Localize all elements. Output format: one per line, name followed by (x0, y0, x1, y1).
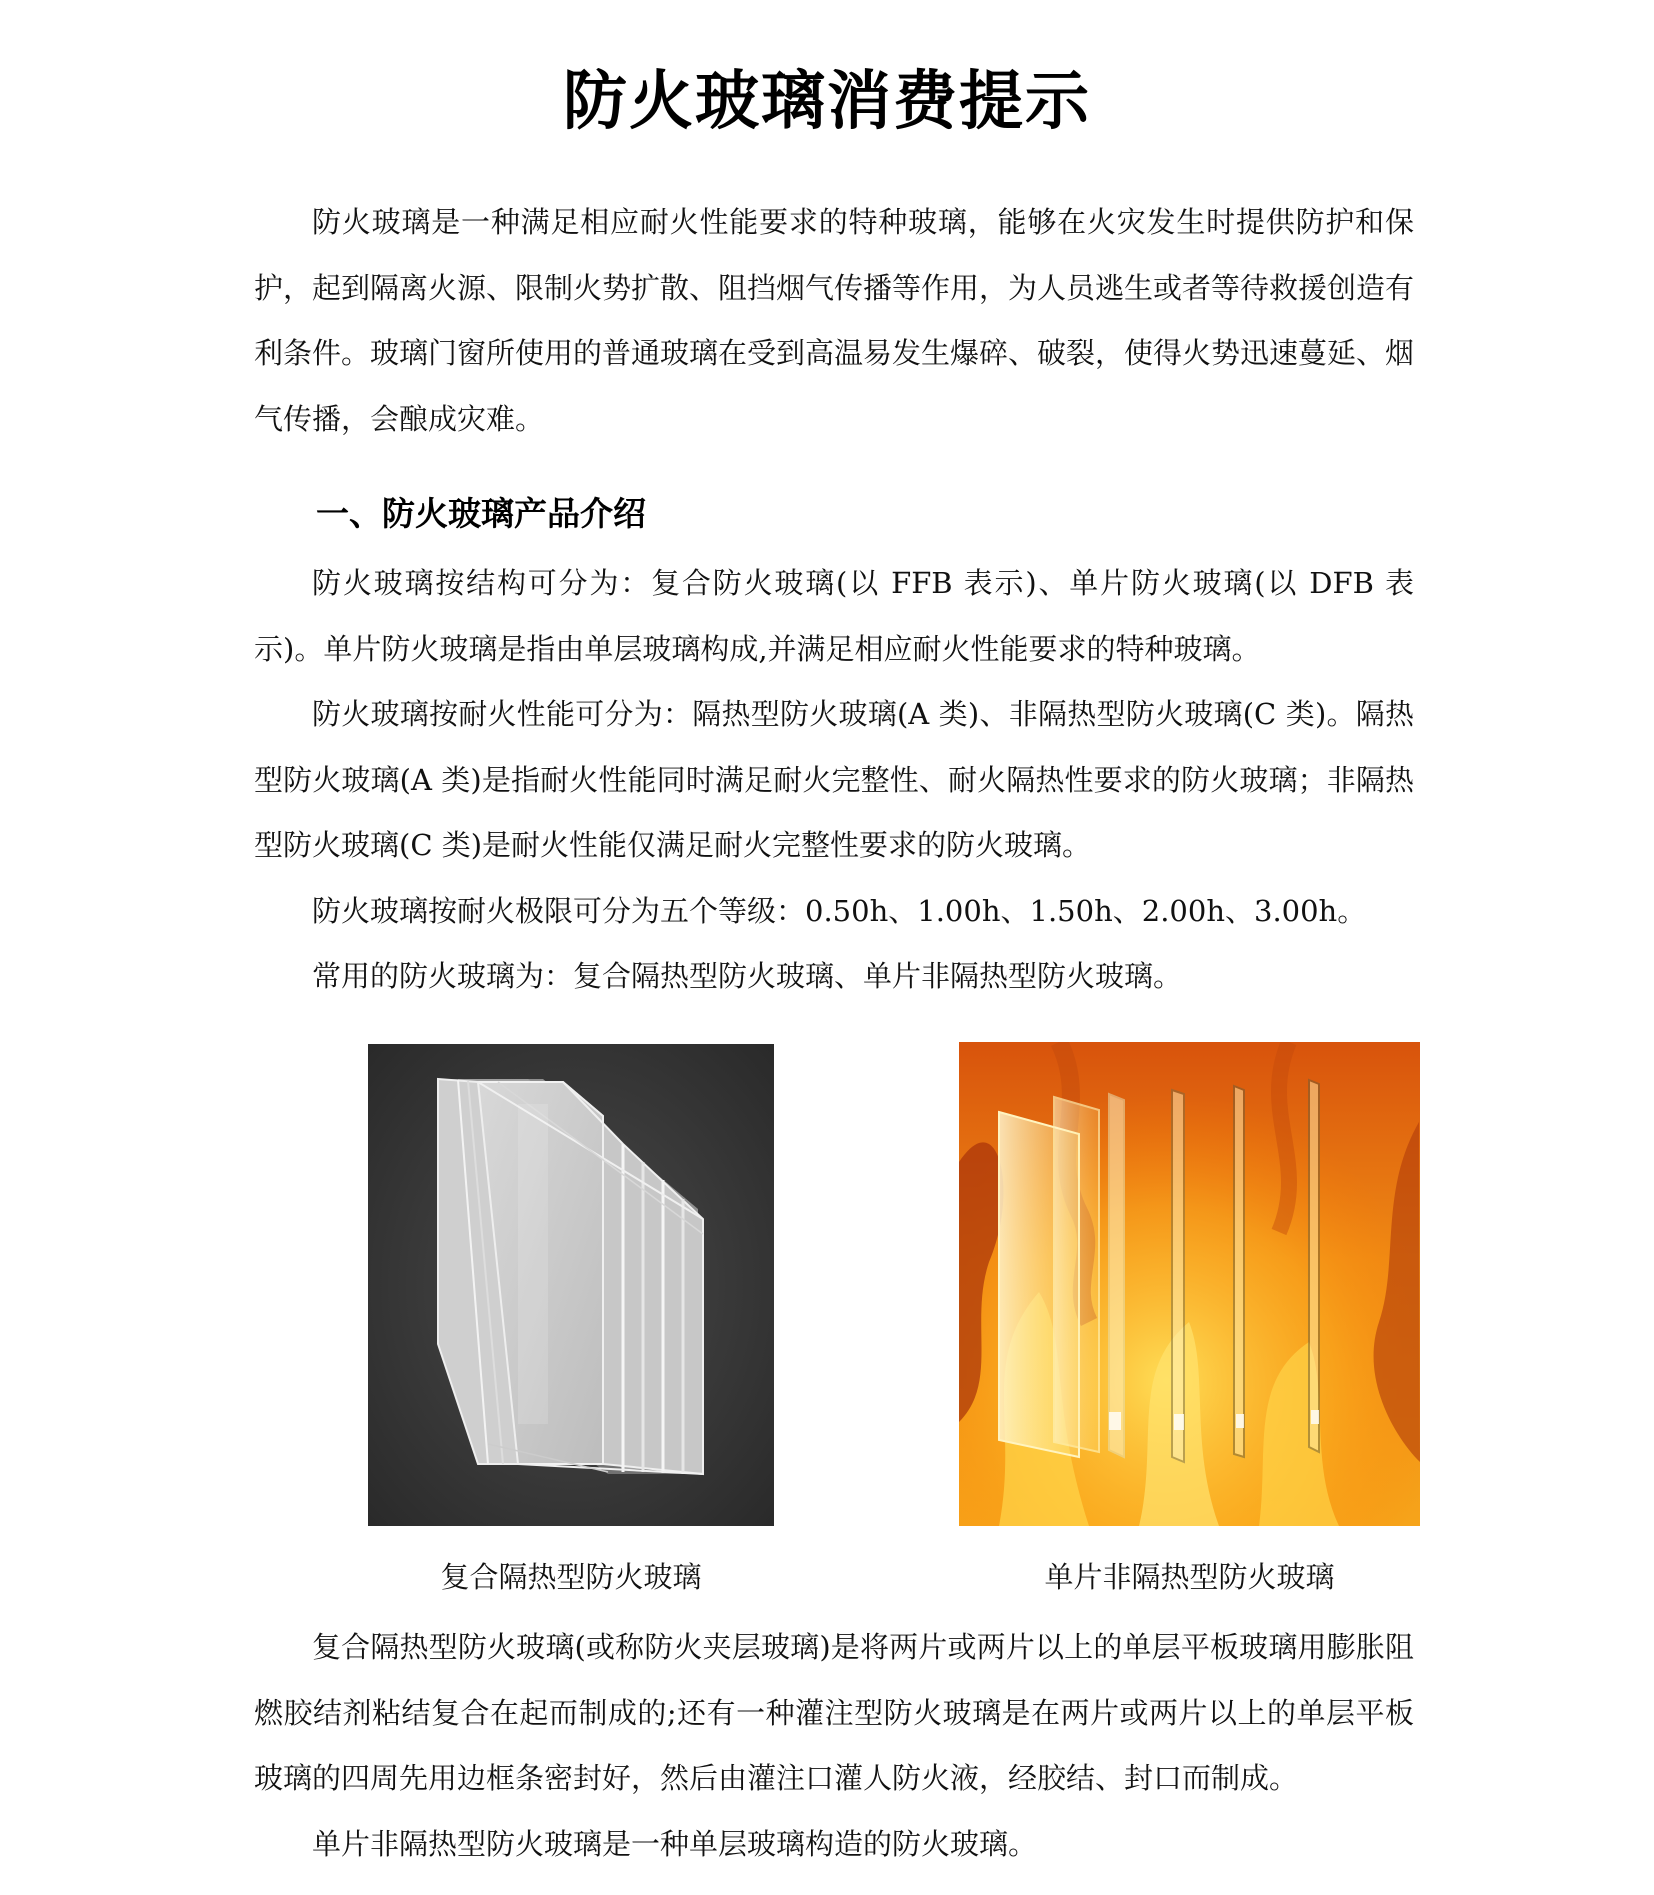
structure-paragraph: 防火玻璃按结构可分为：复合防火玻璃(以 FFB 表示)、单片防火玻璃(以 DFB 表示)。单片防火玻璃是指由单层玻璃构成,并满足相应耐火性能要求的特种玻璃。 (254, 566, 1414, 666)
common-types-paragraph: 常用的防火玻璃为：复合隔热型防火玻璃、单片非隔热型防火玻璃。 (312, 959, 1183, 993)
fire-rating-paragraph: 防火玻璃按耐火极限可分为五个等级：0.50h、1.00h、1.50h、2.00h、3.00h。 (312, 894, 1367, 928)
figure-caption-laminated: 复合隔热型防火玻璃 (440, 1560, 702, 1594)
laminated-description-paragraph: 复合隔热型防火玻璃(或称防火夹层玻璃)是将两片或两片以上的单层平板玻璃用膨胀阻燃胶结剂粘结复合在起而制成的;还有一种灌注型防火玻璃是在两片或两片以上的单层平板玻璃的四周先用边框条密封好，然后由灌注口灌人防火液，经胶结、封口而制成。 (254, 1630, 1414, 1795)
single-description-paragraph: 单片非隔热型防火玻璃是一种单层玻璃构造的防火玻璃。 (312, 1827, 1038, 1861)
laminated-glass-image (368, 1044, 774, 1526)
figure-caption-single: 单片非隔热型防火玻璃 (1044, 1560, 1335, 1594)
section-heading: 一、防火玻璃产品介绍 (316, 494, 646, 533)
fire-glass-image (959, 1042, 1420, 1526)
page-title: 防火玻璃消费提示 (563, 65, 1091, 139)
intro-paragraph: 防火玻璃是一种满足相应耐火性能要求的特种玻璃，能够在火灾发生时提供防护和保护，起到隔离火源、限制火势扩散、阻挡烟气传播等作用，为人员逃生或者等待救援创造有利条件。玻璃门窗所使用的普通玻璃在受到高温易发生爆碎、破裂，使得火势迅速蔓延、烟气传播，会酿成灾难。 (254, 205, 1415, 436)
fire-performance-paragraph: 防火玻璃按耐火性能可分为：隔热型防火玻璃(A 类)、非隔热型防火玻璃(C 类)。隔热型防火玻璃(A 类)是指耐火性能同时满足耐火完整性、耐火隔热性要求的防火玻璃；非隔热型防火玻璃(C 类)是耐火性能仅满足耐火完整性要求的防火玻璃。 (254, 697, 1414, 862)
